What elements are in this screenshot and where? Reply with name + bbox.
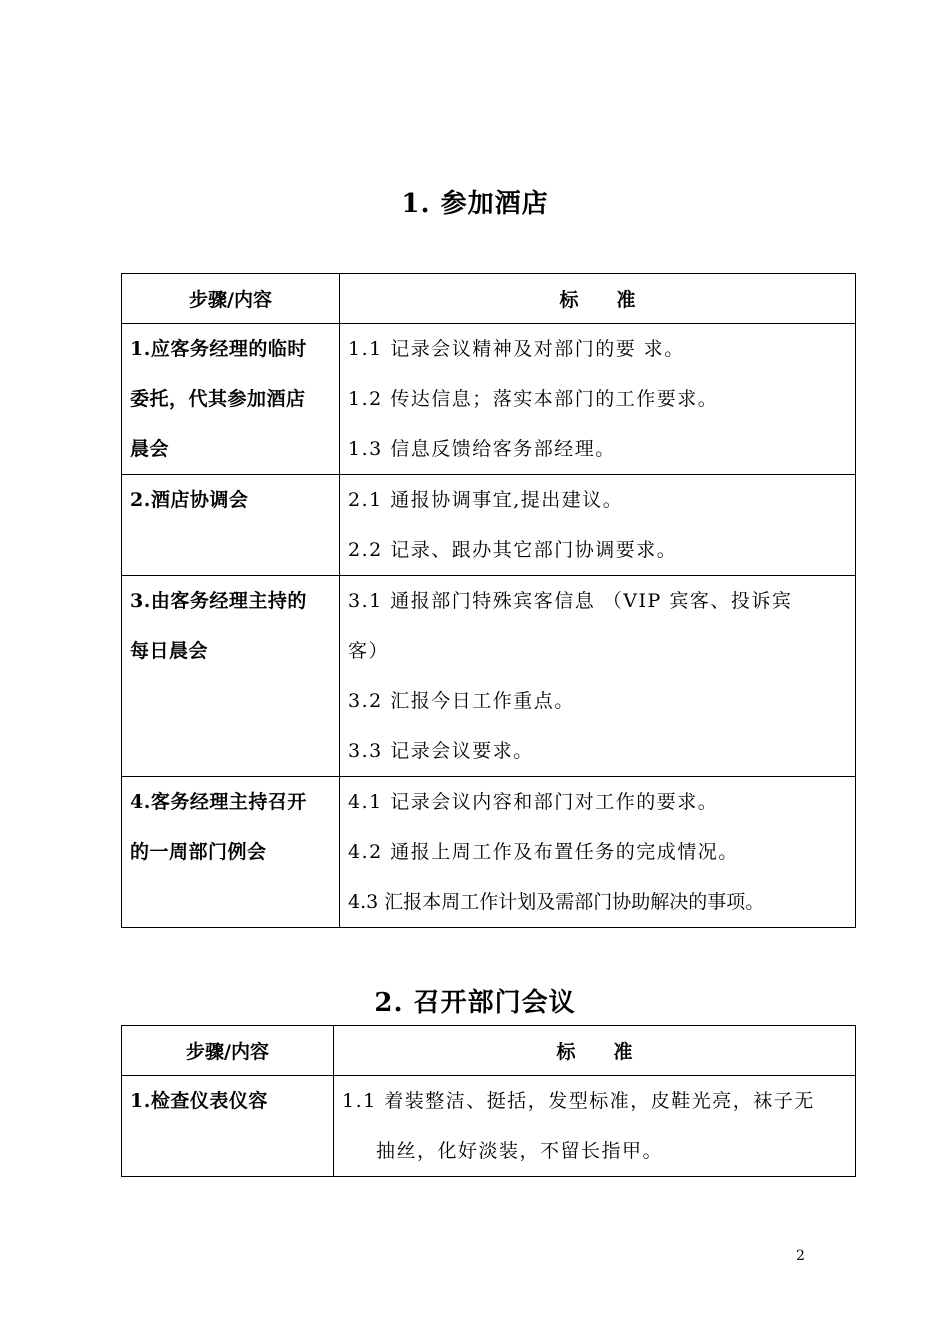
standard-text: 抽丝，化好淡装，不留长指甲。 [376,1140,664,1162]
header-standards: 标 准 [340,274,856,324]
standard-text: 3.2 汇报今日工作重点。 [348,690,575,712]
header-steps: 步骤/内容 [122,274,340,324]
standard-cell [334,1076,856,1177]
table-header-row [122,274,856,324]
table-row [122,324,856,475]
table-header-row [122,1026,856,1076]
section-1-table [121,273,856,928]
standard-text: 1.1 记录会议精神及对部门的要 求。 [348,338,685,360]
table-row [122,777,856,928]
step-text: 委托，代其参加酒店 [130,388,306,410]
step-text: 的一周部门例会 [130,841,267,863]
standard-text: 1.3 信息反馈给客务部经理。 [348,438,616,460]
section-2-title: 2. 召开部门会议 [374,988,576,1018]
standard-text: 1.1 着装整洁、挺括，发型标准，皮鞋光亮，袜子无 [342,1090,815,1112]
step-cell [122,1076,334,1177]
step-text: 2.酒店协调会 [130,489,249,511]
step-text: 3.由客务经理主持的 [130,590,307,612]
step-cell [122,777,340,928]
step-text: 4.客务经理主持召开 [130,791,307,813]
step-text: 晨会 [130,438,170,460]
standard-text: 2.2 记录、跟办其它部门协调要求。 [348,539,678,561]
step-text: 每日晨会 [130,640,209,662]
standard-text: 客） [348,640,390,662]
header-standards: 标 准 [334,1026,856,1076]
standard-text: 2.1 通报协调事宜,提出建议。 [348,489,624,511]
standard-cell [340,777,856,928]
header-steps: 步骤/内容 [122,1026,334,1076]
step-text: 1.检查仪表仪容 [130,1090,268,1112]
step-cell [122,576,340,777]
standard-cell [340,576,856,777]
standard-text: 3.1 通报部门特殊宾客信息 （VIP 宾客、投诉宾 [348,590,793,612]
table-row [122,576,856,777]
standard-cell [340,324,856,475]
step-cell [122,475,340,576]
standard-text: 3.3 记录会议要求。 [348,740,534,762]
standard-text: 4.3 汇报本周工作计划及需部门协助解决的事项。 [348,891,765,913]
step-text: 1.应客务经理的临时 [130,338,307,360]
standard-cell [340,475,856,576]
page-number: 2 [796,1248,805,1264]
standard-text: 1.2 传达信息；落实本部门的工作要求。 [348,388,719,410]
section-1-title: 1. 参加酒店 [401,189,549,219]
section-2-table [121,1025,856,1177]
table-row [122,1076,856,1177]
standard-text: 4.1 记录会议内容和部门对工作的要求。 [348,791,719,813]
step-cell [122,324,340,475]
standard-text: 4.2 通报上周工作及布置任务的完成情况。 [348,841,739,863]
table-row [122,475,856,576]
